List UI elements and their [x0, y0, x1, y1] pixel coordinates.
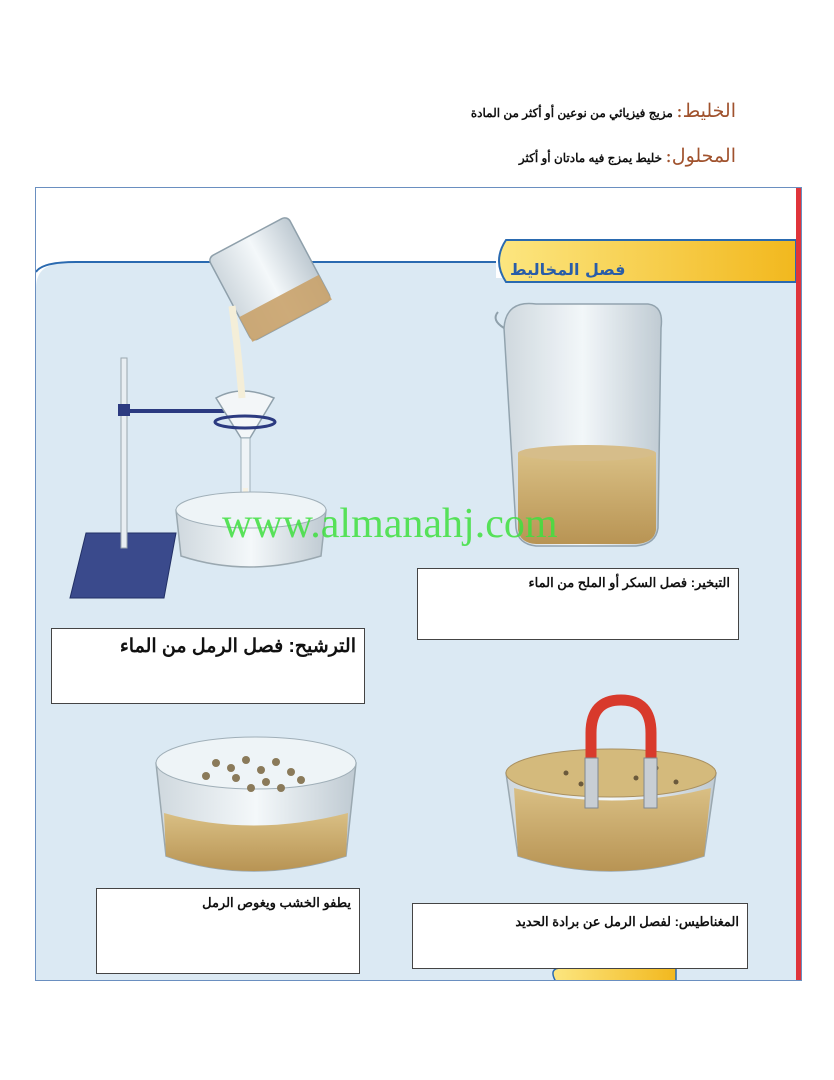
definition-term: المحلول: — [665, 145, 736, 167]
watermark: www.almanahj.com — [222, 501, 558, 547]
separation-figure — [35, 187, 802, 981]
section-title: فصل المخاليط — [510, 260, 626, 279]
caption-floating: يطفو الخشب ويغوص الرمل — [96, 888, 360, 974]
right-border — [796, 188, 802, 981]
caption-filtration: الترشيح: فصل الرمل من الماء — [51, 628, 365, 704]
definition-term: الخليط: — [676, 100, 736, 122]
definition-mixture — [471, 100, 736, 122]
definition-solution — [519, 145, 736, 167]
definition-text: مزيج فيزيائي من نوعين أو أكثر من المادة — [470, 106, 677, 120]
caption-magnet: المغناطيس: لفصل الرمل عن برادة الحديد — [412, 903, 748, 969]
floating-dish — [156, 737, 356, 871]
caption-evaporation: التبخير: فصل السكر أو الملح من الماء — [417, 568, 739, 640]
bottom-band — [553, 968, 676, 981]
definition-text: خليط يمزج فيه مادتان أو أكثر — [518, 151, 666, 165]
